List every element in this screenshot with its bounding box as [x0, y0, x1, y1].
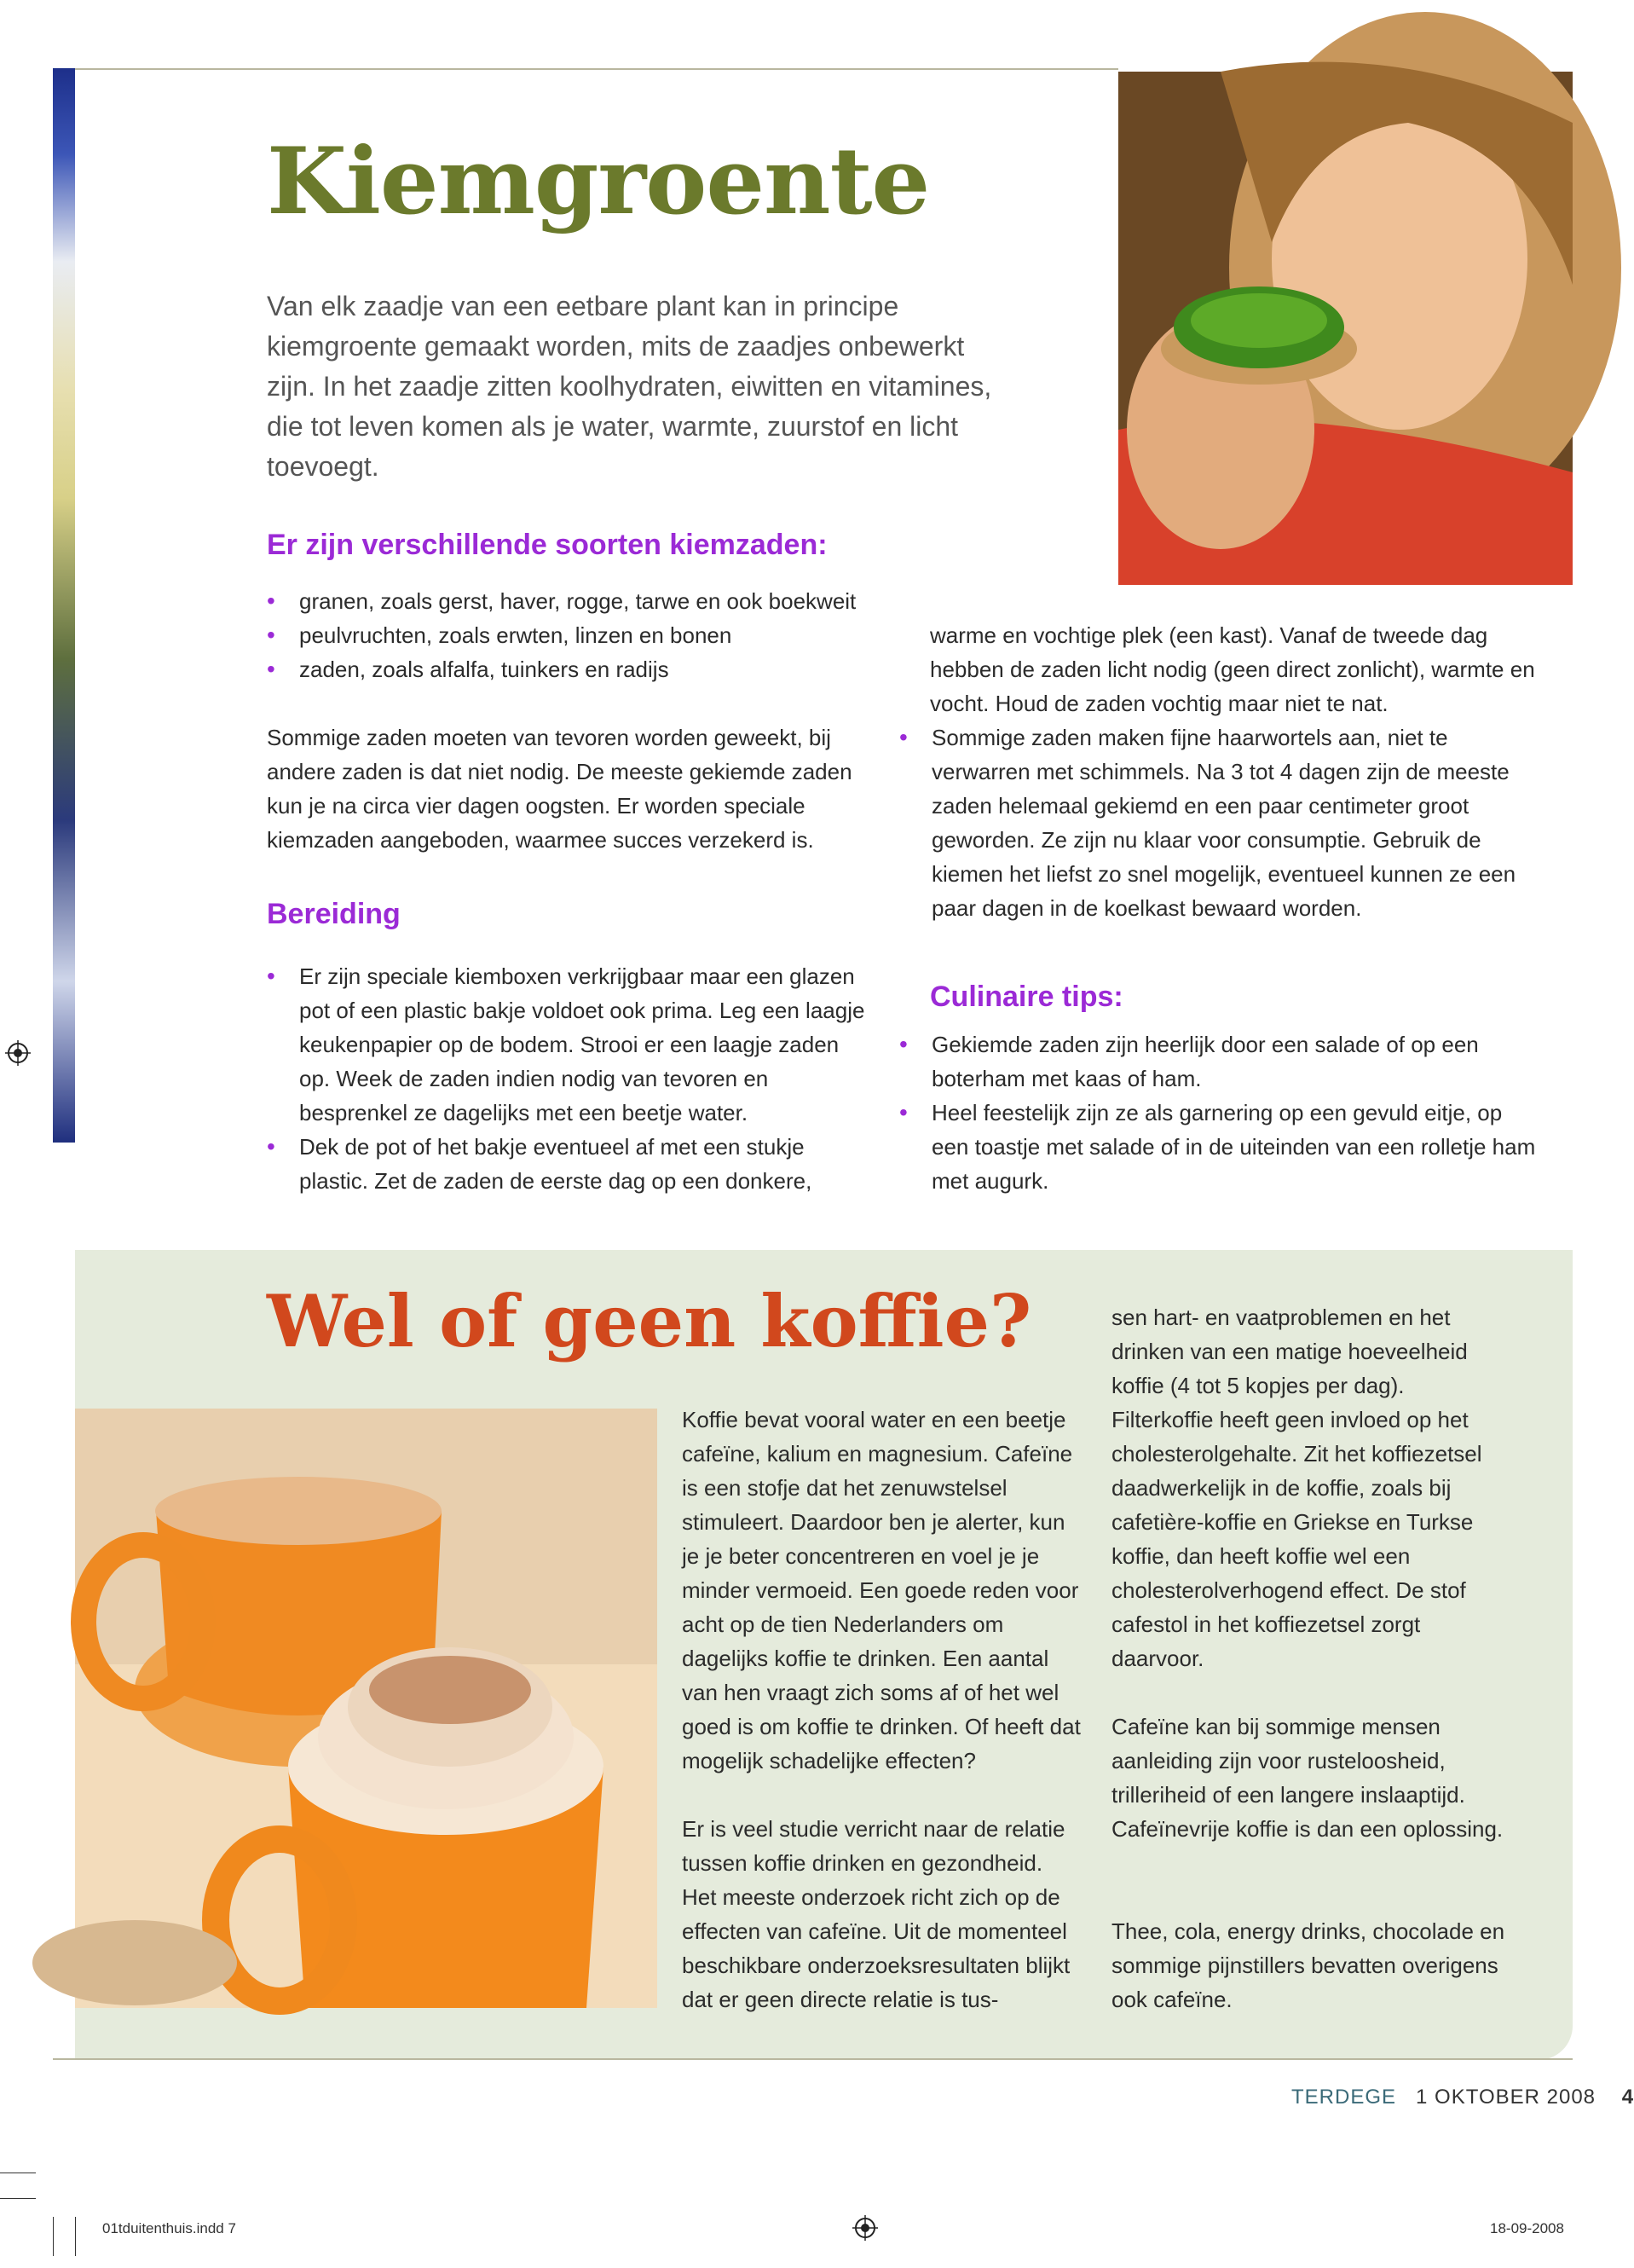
page-footer — [1291, 2086, 1634, 2109]
photo-coffee-cups — [75, 1409, 657, 2008]
coffee-col2-p3: Thee, cola, energy drinks, chocolade en sommige pijnstillers bevatten overigens ook cafeïne. — [1111, 1918, 1505, 2012]
list-item: • zaden, zoals alfalfa, tuinkers en radijs — [267, 652, 915, 686]
article-title-koffie: Wel of geen koffie? — [267, 1279, 1032, 1363]
heading-soorten-kiemzaden: Er zijn verschillende soorten kiemzaden: — [267, 529, 828, 561]
list-item: • Heel feestelijk zijn ze als garnering op een gevuld eitje, op een toastje met salade of in de uiteinden van een rolletje ham met augurk. — [899, 1096, 1540, 1198]
list-item: • peulvruchten, zoals erwten, linzen en bonen — [267, 618, 915, 652]
registration-mark-icon — [852, 2215, 878, 2241]
list-item: • Er zijn speciale kiemboxen verkrijgbaar maar een glazen pot of een plastic bakje voldoet ook prima. Leg een laagje keukenpapier op de bodem. Strooi er een laagje zaden op. Week de zaden indien nodig van tevoren en besprenkel ze dagelijks met een beetje water. — [267, 959, 868, 1130]
heading-bereiding: Bereiding — [267, 898, 401, 930]
intro-paragraph: Van elk zaadje van een eetbare plant kan in principe kiemgroente gemaakt worden, mits de zaadjes onbewerkt zijn. In het zaadje zitten koolhydraten, eiwitten en vitamines, die tot leven komen als je water, warmte, zuurstof en licht toevoegt. — [267, 291, 992, 482]
weken-paragraph: Sommige zaden moeten van tevoren worden geweekt, bij andere zaden is dat niet nodig. De meeste gekiemde zaden kun je na circa vier dagen oogsten. Er worden speciale kiemzaden aangeboden, waarmee succes verzekerd is. — [267, 725, 852, 853]
coffee-section-rule — [53, 2058, 1573, 2060]
tips-list — [899, 1027, 1540, 1198]
coffee-col2-p2: Cafeïne kan bij sommige mensen aanleiding zijn voor rusteloosheid, trilleriheid of een langere inslaaptijd. Cafeïnevrije koffie is dan een oplossing. — [1111, 1714, 1504, 1842]
list-item: • granen, zoals gerst, haver, rogge, tarwe en ook boekweit — [267, 584, 915, 618]
crop-mark — [0, 2198, 36, 2199]
crop-mark — [53, 2217, 54, 2256]
coffee-col1-p2: Er is veel studie verricht naar de relatie tussen koffie drinken en gezondheid. Het meeste onderzoek richt zich op de effecten van cafeïne. Uit de momenteel beschikbare onderzoeksresultaten blijkt dat er geen directe relatie is tus- — [682, 1816, 1071, 2012]
registration-mark-left — [5, 1040, 31, 1070]
bereiding-list-left — [267, 959, 868, 1198]
photo-girl-illustration — [1118, 72, 1573, 585]
photo-girl-eating-sprouts — [1118, 72, 1573, 585]
list-item: • Dek de pot of het bakje eventueel af met een stukje plastic. Zet de zaden de eerste dag op een donkere, — [267, 1130, 868, 1198]
top-rule — [53, 68, 1118, 70]
soorten-list — [267, 584, 915, 686]
magazine-name: TERDEGE — [1291, 2086, 1397, 2109]
left-photo-strip — [53, 68, 75, 1143]
photo-coffee-illustration — [75, 1409, 657, 2008]
article-title-kiemgroente: Kiemgroente — [267, 128, 930, 235]
list-item: • Gekiemde zaden zijn heerlijk door een salade of op een boterham met kaas of ham. — [899, 1027, 1540, 1096]
list-item: • Sommige zaden maken fijne haarwortels aan, niet te verwarren met schimmels. Na 3 tot 4 dagen zijn de meeste zaden helemaal gekiemd en een paar centimeter groot geworden. Ze zijn nu klaar voor consumptie. Gebruik de kiemen het liefst zo snel mogelijk, eventueel kunnen ze een paar dagen in de koelkast bewaard worden. — [899, 720, 1540, 925]
bereiding-continued: warme en vochtige plek (een kast). Vanaf de tweede dag hebben de zaden licht nodig (geen direct zonlicht), warmte en vocht. Houd de zaden vochtig maar niet te nat. — [930, 622, 1535, 716]
heading-culinaire-tips: Culinaire tips: — [930, 981, 1123, 1013]
page-number: 4 — [1621, 2086, 1634, 2109]
coffee-col2-p1: sen hart- en vaatproblemen en het drinken van een matige hoeveelheid koffie (4 tot 5 kopjes per dag). Filterkoffie heeft geen invloed op het cholesterolgehalte. Zit het koffiezetsel daadwerkelijk in de koffie, zoals bij cafetière-koffie en Griekse en Turkse koffie, dan heeft koffie wel een cholesterolverhogend effect. De stof cafestol in het koffiezetsel zorgt daarvoor. — [1111, 1305, 1482, 1671]
issue-date: 1 OKTOBER 2008 — [1416, 2086, 1596, 2109]
slug-date: 18-09-2008 — [1490, 2220, 1564, 2236]
slug-filename: 01tduitenthuis.indd 7 — [102, 2220, 236, 2236]
bereiding-list-right — [899, 720, 1540, 925]
registration-mark-bottom — [852, 2215, 878, 2245]
coffee-col1-p1: Koffie bevat vooral water en een beetje cafeïne, kalium en magnesium. Cafeïne is een stofje dat het zenuwstelsel stimuleert. Daardoor ben je alerter, kun je je beter concentreren en voel je je minder vermoeid. Een goede reden voor acht op de tien Nederlanders om dagelijks koffie te drinken. Een aantal van hen vraagt zich soms af of het wel goed is om koffie te drinken. Of heeft dat mogelijk schadelijke effecten? — [682, 1407, 1081, 1773]
crop-mark — [75, 2217, 76, 2256]
registration-mark-icon — [5, 1040, 31, 1066]
